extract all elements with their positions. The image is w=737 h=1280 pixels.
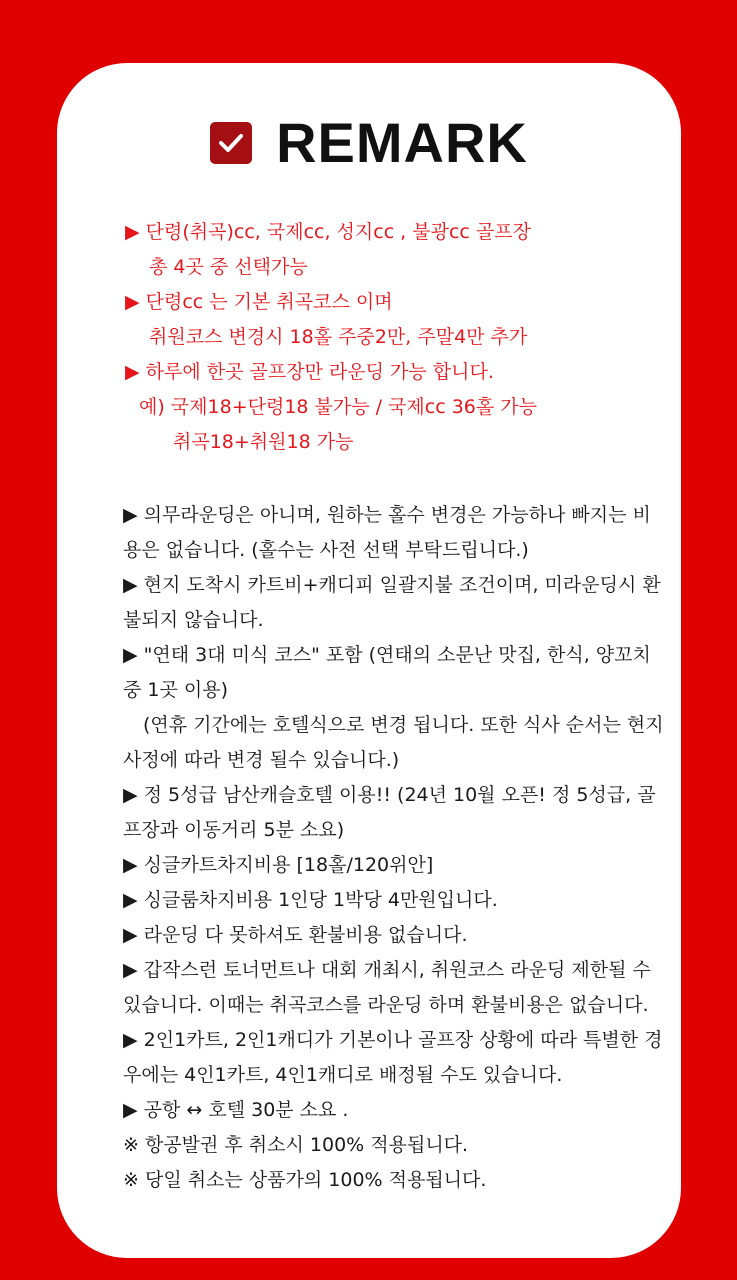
title-row [57, 111, 681, 174]
note-line: (연휴 기간에는 호텔식으로 변경 됩니다. 또한 식사 순서는 현지 [143, 714, 664, 736]
note-line: ▶ 단령(취곡)cc, 국제cc, 성지cc , 불광cc 골프장 [125, 221, 531, 243]
note-line: ※ 당일 취소는 상품가의 100% 적용됩니다. [123, 1169, 487, 1191]
note-line: 중 1곳 이용) [123, 679, 228, 701]
note-line: 취곡18+취원18 가능 [173, 431, 354, 453]
note-line: 용은 없습니다. (홀수는 사전 선택 부탁드립니다.) [123, 539, 529, 561]
general-notes [123, 498, 664, 1198]
note-line: ▶ 싱글카트차지비용 [18홀/120위안] [123, 854, 434, 876]
note-line: ▶ 싱글룸차지비용 1인당 1박당 4만원입니다. [123, 889, 498, 911]
page-title: REMARK [276, 111, 528, 174]
note-line: 취원코스 변경시 18홀 주중2만, 주말4만 추가 [149, 326, 528, 348]
note-line: 총 4곳 중 선택가능 [149, 256, 308, 278]
note-line: ▶ 의무라운딩은 아니며, 원하는 홀수 변경은 가능하나 빠지는 비 [123, 504, 651, 526]
note-line: ※ 항공발권 후 취소시 100% 적용됩니다. [123, 1134, 469, 1156]
note-line: 예) 국제18+단령18 불가능 / 국제cc 36홀 가능 [139, 396, 537, 418]
note-line: ▶ 공항 ↔ 호텔 30분 소요 . [123, 1099, 349, 1121]
check-box-icon [210, 122, 252, 164]
note-line: ▶ 2인1카트, 2인1캐디가 기본이나 골프장 상황에 따라 특별한 경 [123, 1029, 663, 1051]
note-line: ▶ 하루에 한곳 골프장만 라운딩 가능 합니다. [125, 361, 494, 383]
note-line: 사정에 따라 변경 될수 있습니다.) [123, 749, 400, 771]
note-line: ▶ 현지 도착시 카트비+캐디피 일괄지불 조건이며, 미라운딩시 환 [123, 574, 661, 596]
note-line: 불되지 않습니다. [123, 609, 264, 631]
note-line: ▶ "연태 3대 미식 코스" 포함 (연태의 소문난 맛집, 한식, 양꼬치 [123, 644, 651, 666]
note-line: 프장과 이동거리 5분 소요) [123, 819, 345, 841]
note-line: ▶ 정 5성급 남산캐슬호텔 이용!! (24년 10월 오픈! 정 5성급, 골 [123, 784, 656, 806]
remark-card [57, 63, 681, 1258]
highlight-notes [125, 215, 661, 460]
note-line: 있습니다. 이때는 취곡코스를 라운딩 하며 환불비용은 없습니다. [123, 994, 649, 1016]
note-line: ▶ 갑작스런 토너먼트나 대회 개최시, 취원코스 라운딩 제한될 수 [123, 959, 651, 981]
note-line: ▶ 라운딩 다 못하셔도 환불비용 없습니다. [123, 924, 468, 946]
note-line: 우에는 4인1카트, 4인1캐디로 배정될 수도 있습니다. [123, 1064, 563, 1086]
note-line: ▶ 단령cc 는 기본 취곡코스 이며 [125, 291, 393, 313]
